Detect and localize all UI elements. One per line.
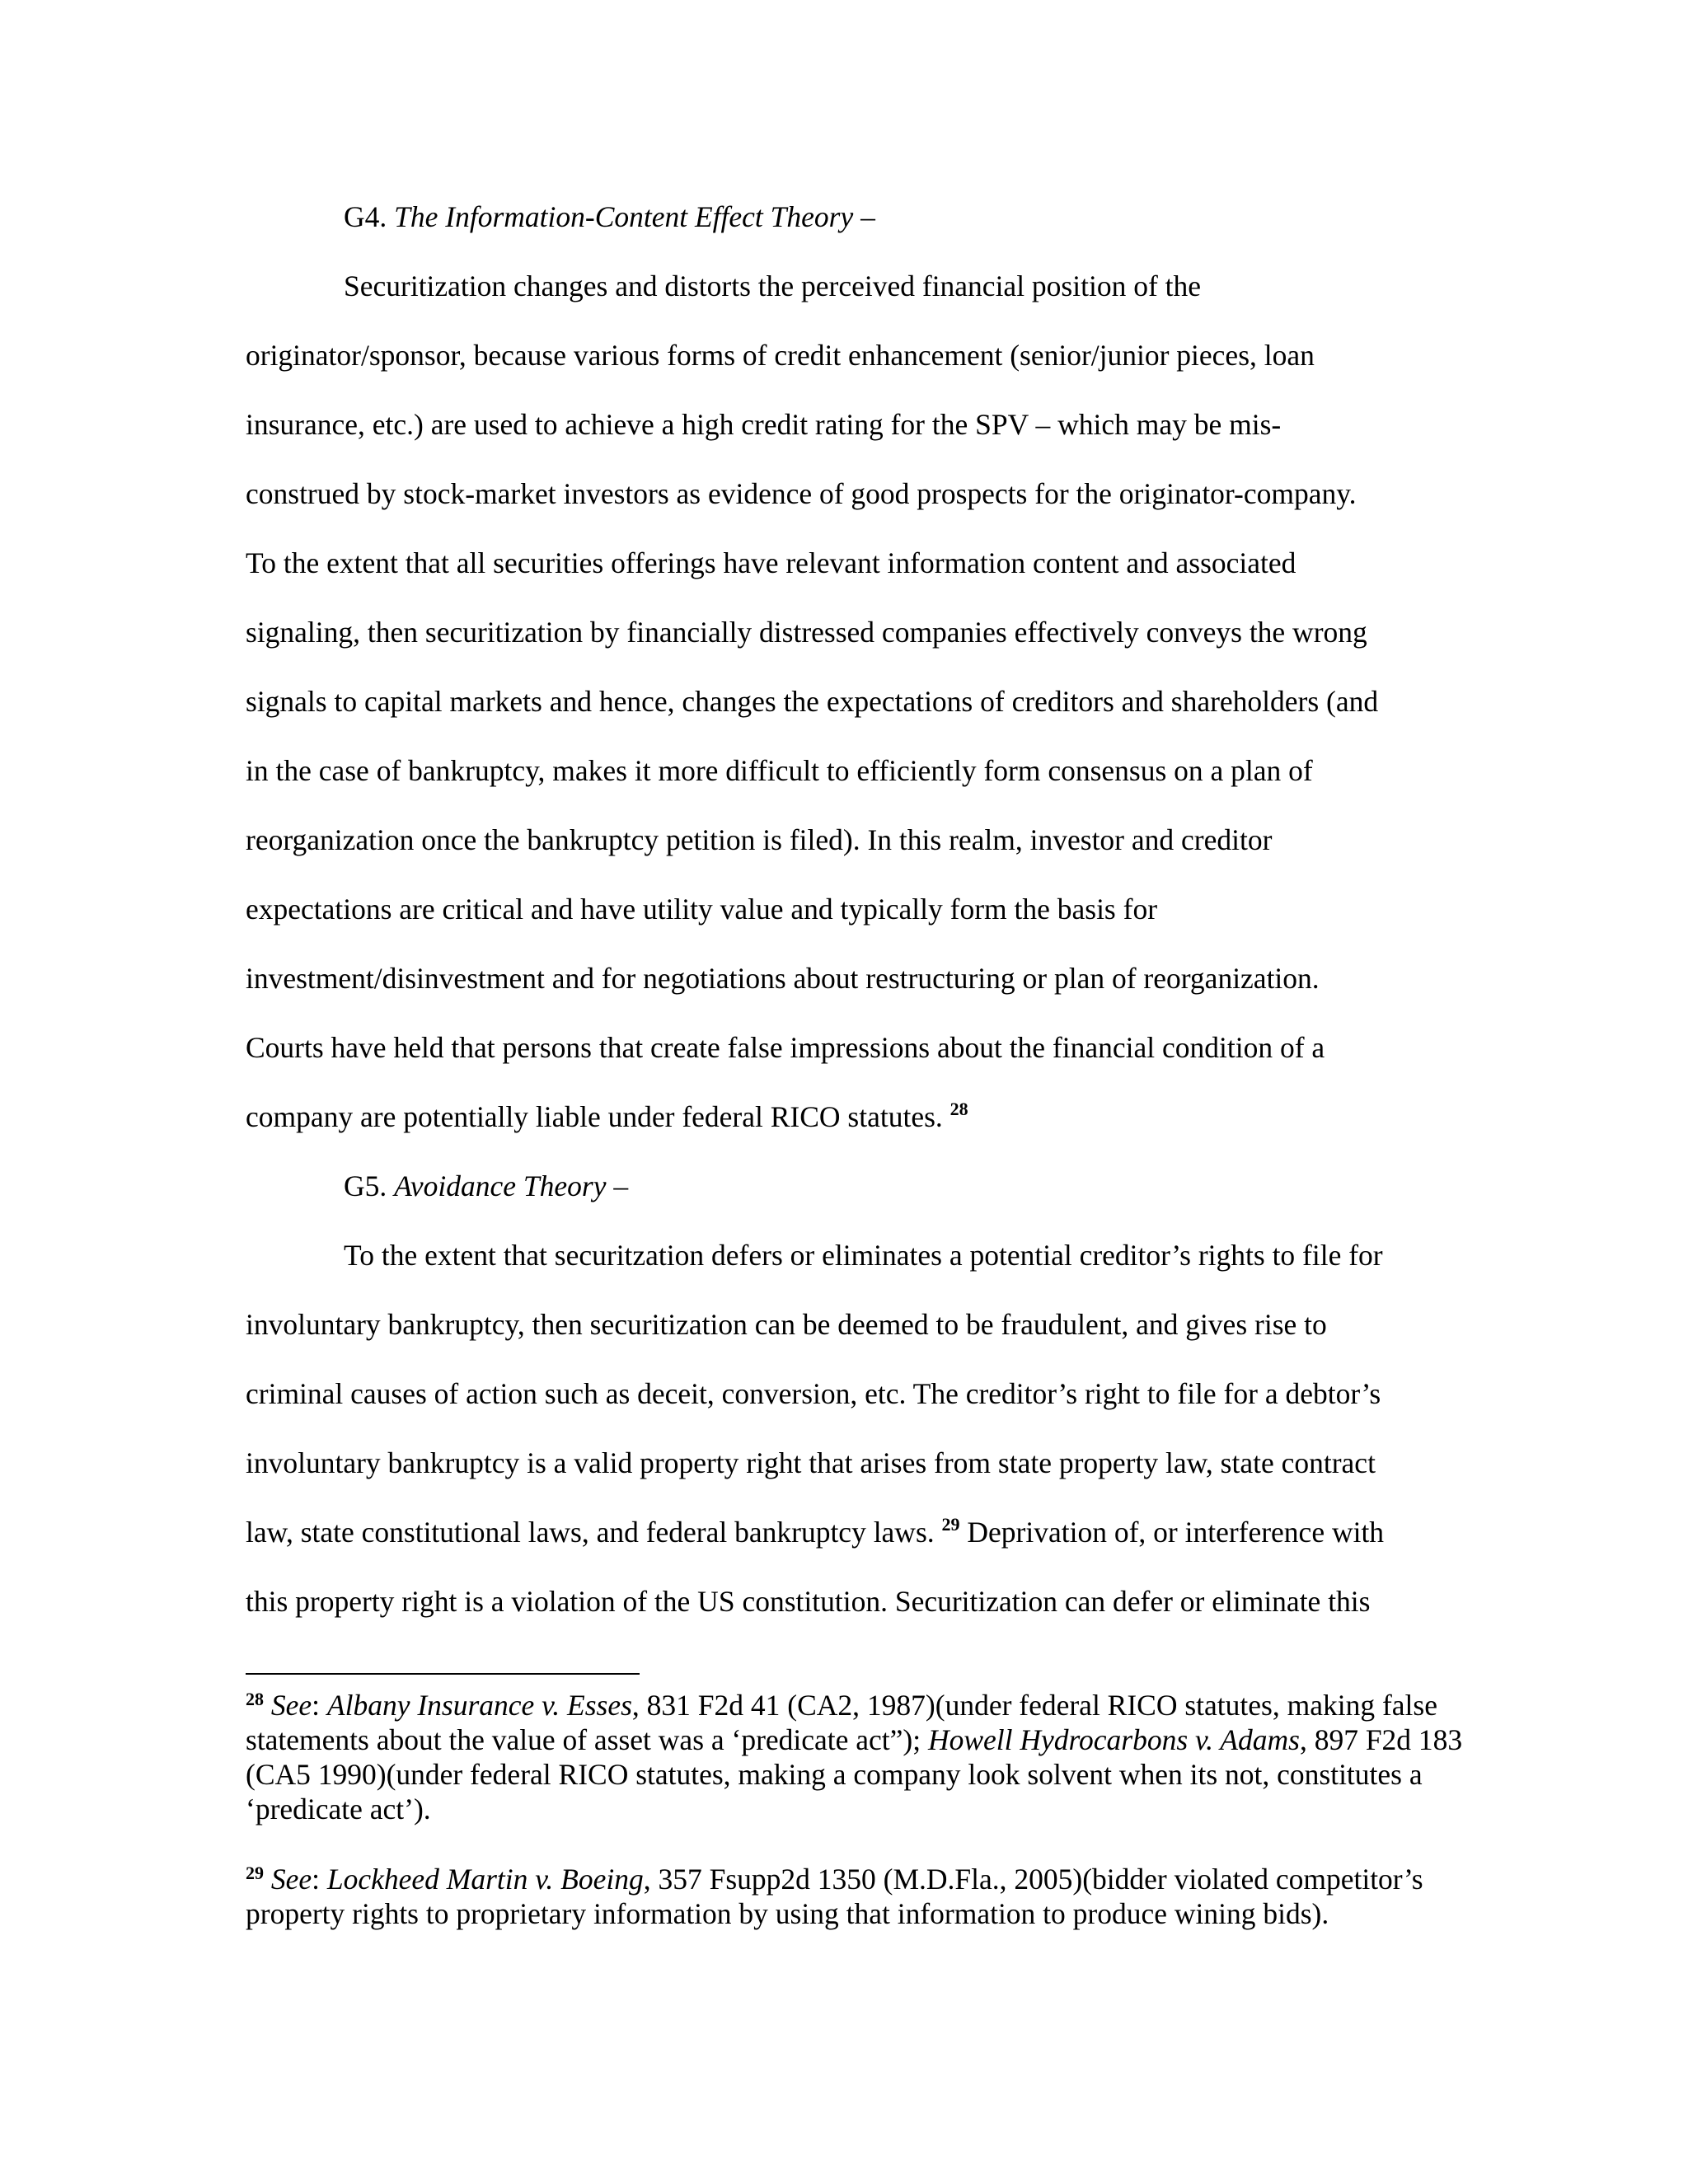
footnote-ref-28[interactable]: 28 [950,1099,968,1119]
paragraph-line [246,1099,968,1134]
paragraph-line: involuntary bankruptcy is a valid property right that arises from state property law, state contract [246,1446,1376,1479]
footnote-number: 28 [246,1689,264,1709]
paragraph-line: construed by stock-market investors as evidence of good prospects for the originator-company. [246,477,1357,510]
section-heading-g5 [344,1169,628,1203]
footnote-number: 29 [246,1863,264,1883]
paragraph-text: law, state constitutional laws, and federal bankruptcy laws. [246,1516,935,1549]
footnote-see: See [270,1689,312,1722]
paragraph-line: criminal causes of action such as deceit, conversion, etc. The creditor’s right to file for a debtor’s [246,1377,1381,1410]
paragraph-line [246,1515,1384,1549]
paragraph-text: Deprivation of, or interference with [959,1516,1385,1549]
paragraph-line: originator/sponsor, because various forms of credit enhancement (senior/junior pieces, loan [246,339,1315,372]
paragraph-line: signals to capital markets and hence, changes the expectations of creditors and shareholders (and [246,685,1379,718]
footnote-text: , 831 F2d 41 (CA2, 1987)(under federal RICO statutes, making false statements about the value of asset was a ‘predicate act”); [246,1689,1437,1756]
paragraph-line: Securitization changes and distorts the perceived financial position of the [344,269,1202,302]
case-name: Howell Hydrocarbons v. Adams [927,1723,1300,1756]
paragraph-line: involuntary bankruptcy, then securitization can be deemed to be fraudulent, and gives rise to [246,1308,1327,1341]
footnote-ref-29[interactable]: 29 [941,1514,960,1535]
case-name: Albany Insurance v. Esses [326,1689,632,1722]
paragraph-line: To the extent that securitzation defers or eliminates a potential creditor’s rights to file for [344,1239,1383,1272]
paragraph-line: reorganization once the bankruptcy petition is filed). In this realm, investor and creditor [246,823,1273,856]
paragraph-line: this property right is a violation of the US constitution. Securitization can defer or eliminate this [246,1585,1371,1618]
paragraph-line: in the case of bankruptcy, makes it more difficult to efficiently form consensus on a plan of [246,754,1313,787]
footnote-text: , 897 F2d 183 (CA5 1990)(under federal RICO statutes, making a company look solvent when its not, constitutes a ‘predicate act’). [246,1723,1463,1825]
footnote-see: See [270,1863,312,1896]
section-label: G5. [344,1169,387,1202]
paragraph-text: company are potentially liable under federal RICO statutes. [246,1100,943,1133]
footnote-separator [246,1673,640,1675]
footnote-text: , 357 Fsupp2d 1350 (M.D.Fla., 2005)(bidder violated competitor’s property rights to proprietary information by using that information to produce wining bids). [246,1863,1423,1930]
paragraph-line: To the extent that all securities offerings have relevant information content and associated [246,546,1296,579]
paragraph-line: insurance, etc.) are used to achieve a high credit rating for the SPV – which may be mis- [246,408,1282,441]
footnote-28: $^{28}$ See: Albany Insurance v. Esses, 831 F2d 41 (CA2, 1987)(under federal RICO statutes, making false statements about the value of asset was a ‘predicate act”); Howell Hydrocarbons v. Adams, 897 F2d 183 (CA5 1990)(under federal RICO statutes, making a company look solvent when its not, constitutes a ‘predicate act’). [246,1689,1463,1825]
section-title: Avoidance Theory – [394,1169,629,1202]
paragraph-line: investment/disinvestment and for negotiations about restructuring or plan of reorganization. [246,962,1320,995]
footnote-29: $^{29}$ See: Lockheed Martin v. Boeing, 357 Fsupp2d 1350 (M.D.Fla., 2005)(bidder violated competitor’s property rights to proprietary information by using that information to produce wining bids). [246,1863,1423,1930]
section-label: G4. [344,200,387,233]
section-heading-g4 [344,199,875,234]
case-name: Lockheed Martin v. Boeing [326,1863,644,1896]
paragraph-line: expectations are critical and have utility value and typically form the basis for [246,893,1158,926]
paragraph-line: signaling, then securitization by financially distressed companies effectively conveys the wrong [246,616,1367,649]
paragraph-line: Courts have held that persons that create false impressions about the financial condition of a [246,1031,1325,1064]
section-title: The Information-Content Effect Theory – [394,200,875,233]
